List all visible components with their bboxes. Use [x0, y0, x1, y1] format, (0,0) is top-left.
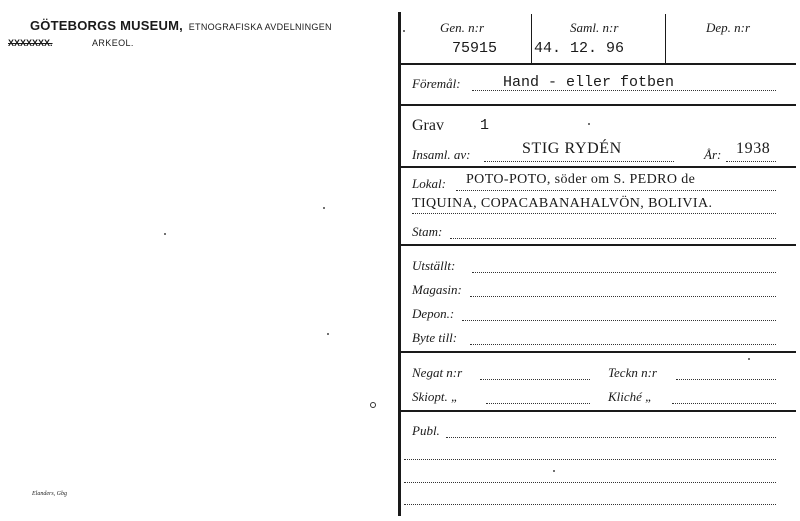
paper-speck: [164, 233, 166, 235]
kliche-line: [672, 402, 776, 404]
stam-line: [450, 237, 776, 239]
header-divider: [400, 63, 796, 65]
section-divider: [400, 104, 796, 106]
magasin-line: [470, 295, 776, 297]
saml-nr-value: 44. 12. 96: [534, 40, 625, 57]
paper-speck: [323, 207, 325, 209]
dep-nr-label: Dep. n:r: [706, 20, 751, 35]
negat-line: [480, 378, 590, 380]
lokal-line-1: [456, 189, 776, 191]
struck-department: XXXXXXX.: [8, 38, 53, 48]
ar-line: [726, 160, 776, 162]
grav-value: 1: [480, 117, 490, 134]
section-divider: [400, 410, 796, 412]
insaml-line: [484, 160, 674, 162]
skiopt-label: Skiopt. „: [412, 389, 459, 404]
section-divider: [400, 244, 796, 246]
stam-label: Stam:: [412, 224, 443, 239]
utstallt-line: [472, 271, 776, 273]
grav-label: Grav: [412, 117, 444, 134]
paper-speck: [748, 358, 750, 360]
lokal-label: Lokal:: [412, 176, 446, 191]
museum-header: [30, 18, 332, 33]
paper-speck: [327, 333, 329, 335]
skiopt-line: [486, 402, 590, 404]
teckn-line: [676, 378, 776, 380]
printer-mark: Elanders, Gbg: [32, 491, 67, 497]
department-label: ARKEOL.: [92, 38, 134, 48]
publ-label: Publ.: [412, 423, 440, 438]
lokal-line-2: [412, 212, 776, 214]
card-left-border: [398, 12, 401, 516]
saml-nr-label: Saml. n:r: [570, 20, 619, 35]
lokal-value-line1: POTO-POTO, söder om S. PEDRO de: [466, 172, 696, 187]
magasin-label: Magasin:: [412, 282, 462, 297]
utstallt-label: Utställt:: [412, 258, 456, 273]
foremal-label: Föremål:: [412, 76, 461, 91]
insaml-label: Insaml. av:: [412, 147, 471, 162]
insaml-value: STIG RYDÉN: [522, 140, 622, 157]
depon-label: Depon.:: [412, 306, 455, 321]
paper-speck: [588, 123, 590, 125]
column-separator: [665, 14, 666, 64]
paper-speck: [553, 470, 555, 472]
publ-line-2: [404, 458, 776, 460]
ar-value: 1938: [736, 140, 771, 157]
section-divider: [400, 351, 796, 353]
publ-line-3: [404, 481, 776, 483]
ar-label: År:: [704, 147, 722, 162]
museum-division: ETNOGRAFISKA AVDELNINGEN: [188, 22, 332, 32]
kliche-label: Kliché „: [608, 389, 653, 404]
publ-line-4: [404, 503, 776, 505]
section-divider: [400, 166, 796, 168]
publ-line-1: [446, 436, 776, 438]
museum-name: GÖTEBORGS MUSEUM,: [30, 18, 183, 33]
negat-label: Negat n:r: [412, 365, 463, 380]
depon-line: [462, 319, 776, 321]
teckn-label: Teckn n:r: [608, 365, 657, 380]
byte-line: [470, 343, 776, 345]
paper-speck: [403, 30, 405, 32]
punch-hole-icon: [370, 402, 376, 408]
lokal-value-line2: TIQUINA, COPACABANAHALVÖN, BOLIVIA.: [412, 196, 713, 211]
column-separator: [531, 14, 532, 64]
byte-label: Byte till:: [412, 330, 458, 345]
foremal-value: Hand - eller fotben: [503, 74, 675, 91]
gen-nr-label: Gen. n:r: [440, 20, 485, 35]
gen-nr-value: 75915: [452, 40, 498, 57]
